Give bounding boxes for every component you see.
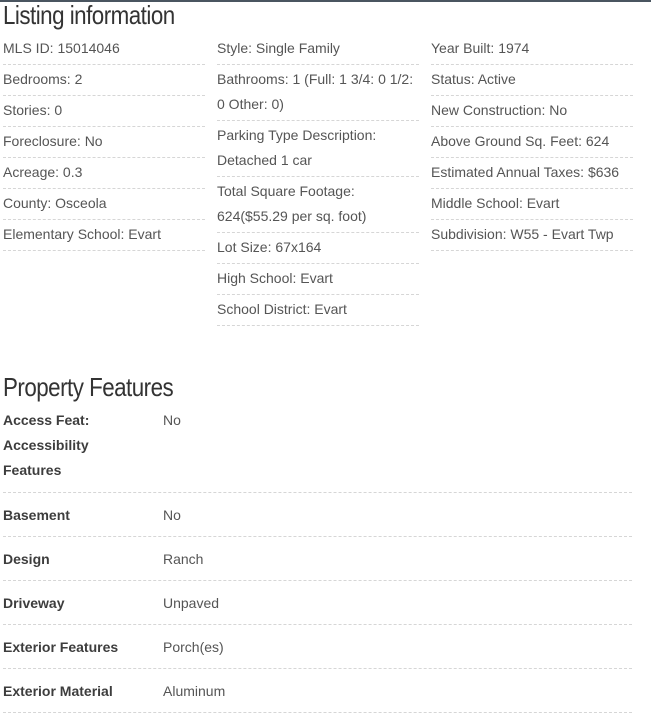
- listing-column-2: [217, 34, 419, 326]
- feature-row: [3, 406, 632, 493]
- feature-name: Exterior Features: [3, 639, 119, 655]
- listing-item: Above Ground Sq. Feet: 624: [431, 127, 633, 158]
- feature-name: Driveway: [3, 595, 65, 611]
- feature-name: Exterior Material: [3, 683, 113, 699]
- feature-name: Access Feat: Accessibility Features: [3, 412, 90, 478]
- feature-row: [3, 669, 632, 713]
- feature-value: No: [163, 507, 181, 523]
- feature-name: Design: [3, 551, 50, 567]
- feature-row: [3, 581, 632, 625]
- listing-item: New Construction: No: [431, 96, 633, 127]
- feature-value: Porch(es): [163, 639, 224, 655]
- listing-information-heading: Listing information: [3, 0, 175, 30]
- listing-item: County: Osceola: [3, 189, 205, 220]
- feature-value: No: [163, 412, 181, 428]
- feature-value: Unpaved: [163, 595, 220, 611]
- listing-column-1: [3, 34, 205, 251]
- feature-row: [3, 537, 632, 581]
- listing-item: High School: Evart: [217, 264, 419, 295]
- listing-item: Bathrooms: 1 (Full: 1 3/4: 0 1/2: 0 Other: 0): [217, 65, 419, 121]
- listing-item: Acreage: 0.3: [3, 158, 205, 189]
- listing-item: Stories: 0: [3, 96, 205, 127]
- listing-item: Style: Single Family: [217, 34, 419, 65]
- listing-item: Year Built: 1974: [431, 34, 633, 65]
- feature-value: Aluminum: [163, 683, 226, 699]
- listing-item: School District: Evart: [217, 295, 419, 326]
- feature-name: Basement: [3, 507, 70, 523]
- listing-item: Lot Size: 67x164: [217, 233, 419, 264]
- listing-item: Foreclosure: No: [3, 127, 205, 158]
- listing-item: Parking Type Description: Detached 1 car: [217, 121, 419, 177]
- property-features-table: [3, 406, 632, 713]
- listing-item: Elementary School: Evart: [3, 220, 205, 251]
- feature-value: Ranch: [163, 551, 204, 567]
- property-features-heading: Property Features: [3, 372, 174, 402]
- feature-row: [3, 493, 632, 537]
- feature-row: [3, 625, 632, 669]
- listing-item: Bedrooms: 2: [3, 65, 205, 96]
- listing-item: Subdivision: W55 - Evart Twp: [431, 220, 633, 251]
- listing-item: Status: Active: [431, 65, 633, 96]
- listing-item: Middle School: Evart: [431, 189, 633, 220]
- listing-item: Estimated Annual Taxes: $636: [431, 158, 633, 189]
- listing-column-3: [431, 34, 633, 251]
- listing-item: Total Square Footage: 624($55.29 per sq. foot): [217, 177, 419, 233]
- listing-item: MLS ID: 15014046: [3, 34, 205, 65]
